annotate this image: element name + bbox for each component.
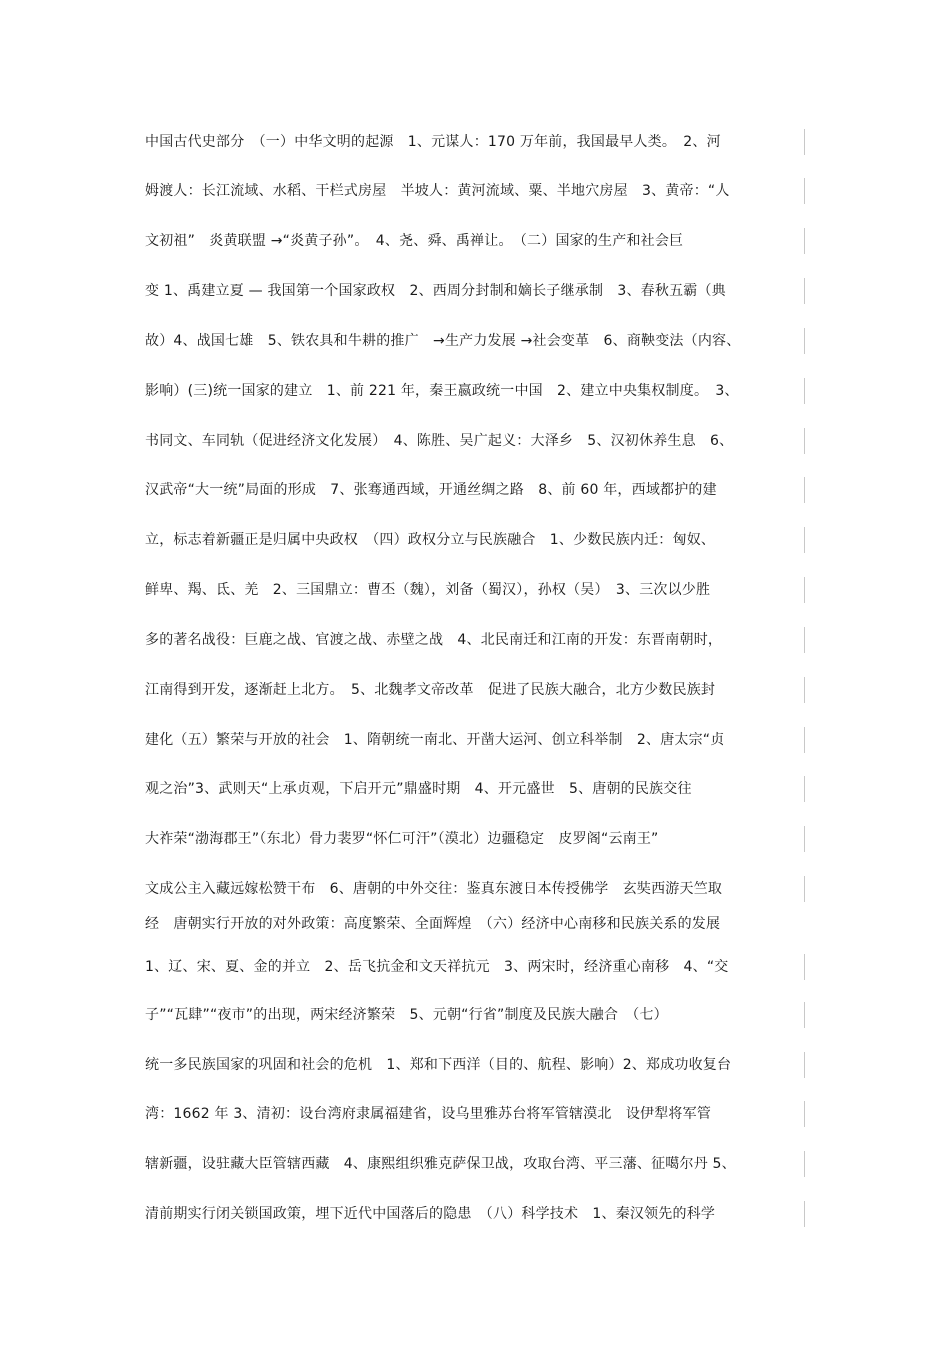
margin-rule (804, 378, 805, 404)
margin-rule (804, 1151, 805, 1177)
text-line-23: 清前期实行闭关锁国政策，埋下近代中国落后的隐患 （八）科学技术 1、秦汉领先的科学 (145, 1206, 716, 1222)
margin-rule (804, 1002, 805, 1028)
margin-rule (804, 954, 805, 980)
margin-rule (804, 677, 805, 703)
margin-rule (804, 328, 805, 354)
margin-rule (804, 577, 805, 603)
text-line-1: 中国古代史部分 （一）中华文明的起源 1、元谋人：170 万年前，我国最早人类。 2、河 (145, 134, 721, 150)
margin-rule (804, 1201, 805, 1227)
text-line-9: 立，标志着新疆正是归属中央政权 （四）政权分立与民族融合 1、少数民族内迁：匈奴、 (145, 532, 716, 548)
margin-rule (804, 1052, 805, 1078)
margin-rule (804, 428, 805, 454)
text-line-16: 文成公主入藏远嫁松赞干布 6、唐朝的中外交往：鉴真东渡日本传授佛学 玄奘西游天竺取 (145, 881, 723, 897)
margin-rule (804, 727, 805, 753)
text-line-19: 子”“瓦肆”“夜市”的出现，两宋经济繁荣 5、元朝“行省”制度及民族大融合 （七） (145, 1007, 668, 1023)
margin-rule (804, 826, 805, 852)
text-line-3: 文初祖” 炎黄联盟 →“炎黄子孙”。 4、尧、舜、禹禅让。 （二）国家的生产和社会巨 (145, 233, 684, 249)
text-line-6: 影响）(三)统一国家的建立 1、前 221 年，秦王嬴政统一中国 2、建立中央集权制度。 3、 (145, 383, 739, 399)
text-line-18: 1、辽、宋、夏、金的并立 2、岳飞抗金和文天祥抗元 3、两宋时，经济重心南移 4、“交 (145, 959, 729, 975)
text-line-13: 建化（五）繁荣与开放的社会 1、隋朝统一南北、开凿大运河、创立科举制 2、唐太宗“贞 (145, 732, 725, 748)
text-line-22: 辖新疆，设驻藏大臣管辖西藏 4、康熙组织雅克萨保卫战，攻取台湾、平三藩、征噶尔丹 5、 (145, 1156, 736, 1172)
margin-rule (804, 776, 805, 802)
margin-rule (804, 627, 805, 653)
text-line-11: 多的著名战役：巨鹿之战、官渡之战、赤壁之战 4、北民南迁和江南的开发：东晋南朝时， (145, 632, 723, 648)
margin-rule (804, 477, 805, 503)
margin-rule (804, 278, 805, 304)
text-line-10: 鲜卑、羯、氐、羌 2、三国鼎立：曹丕（魏），刘备（蜀汉），孙权（吴） 3、三次以少胜 (145, 582, 711, 598)
margin-rule (804, 178, 805, 204)
text-line-2: 姆渡人：长江流域、水稻、干栏式房屋 半坡人：黄河流域、粟、半地穴房屋 3、黄帝：“人 (145, 183, 730, 199)
text-line-7: 书同文、车同轨（促进经济文化发展） 4、陈胜、吴广起义：大泽乡 5、汉初休养生息 6、 (145, 433, 734, 449)
text-line-21: 湾：1662 年 3、清初：设台湾府隶属福建省，设乌里雅苏台将军管辖漠北 设伊犁将军管 (145, 1106, 712, 1122)
margin-rule (804, 228, 805, 254)
margin-rule (804, 1101, 805, 1127)
margin-rule (804, 527, 805, 553)
text-line-20: 统一多民族国家的巩固和社会的危机 1、郑和下西洋（目的、航程、影响）2、郑成功收复台 (145, 1057, 732, 1073)
text-line-12: 江南得到开发，逐渐赶上北方。 5、北魏孝文帝改革 促进了民族大融合，北方少数民族封 (145, 682, 716, 698)
text-line-17: 经 唐朝实行开放的对外政策：高度繁荣、全面辉煌 （六）经济中心南移和民族关系的发展 (145, 916, 721, 932)
margin-rule (804, 129, 805, 155)
text-line-8: 汉武帝“大一统”局面的形成 7、张骞通西域，开通丝绸之路 8、前 60 年，西域都护的建 (145, 482, 717, 498)
margin-rule (804, 876, 805, 902)
text-line-4: 变 1、禹建立夏 — 我国第一个国家政权 2、西周分封制和嫡长子继承制 3、春秋五霸（典 (145, 283, 726, 299)
text-line-14: 观之治”3、武则天“上承贞观，下启开元”鼎盛时期 4、开元盛世 5、唐朝的民族交往 (145, 781, 692, 797)
text-line-5: 故）4、战国七雄 5、铁农具和牛耕的推广 →生产力发展 →社会变革 6、商鞅变法（内容、 (145, 333, 741, 349)
text-line-15: 大祚荣“渤海郡王”（东北）骨力裴罗“怀仁可汗”（漠北）边疆稳定 皮罗阁“云南王” (145, 831, 659, 847)
